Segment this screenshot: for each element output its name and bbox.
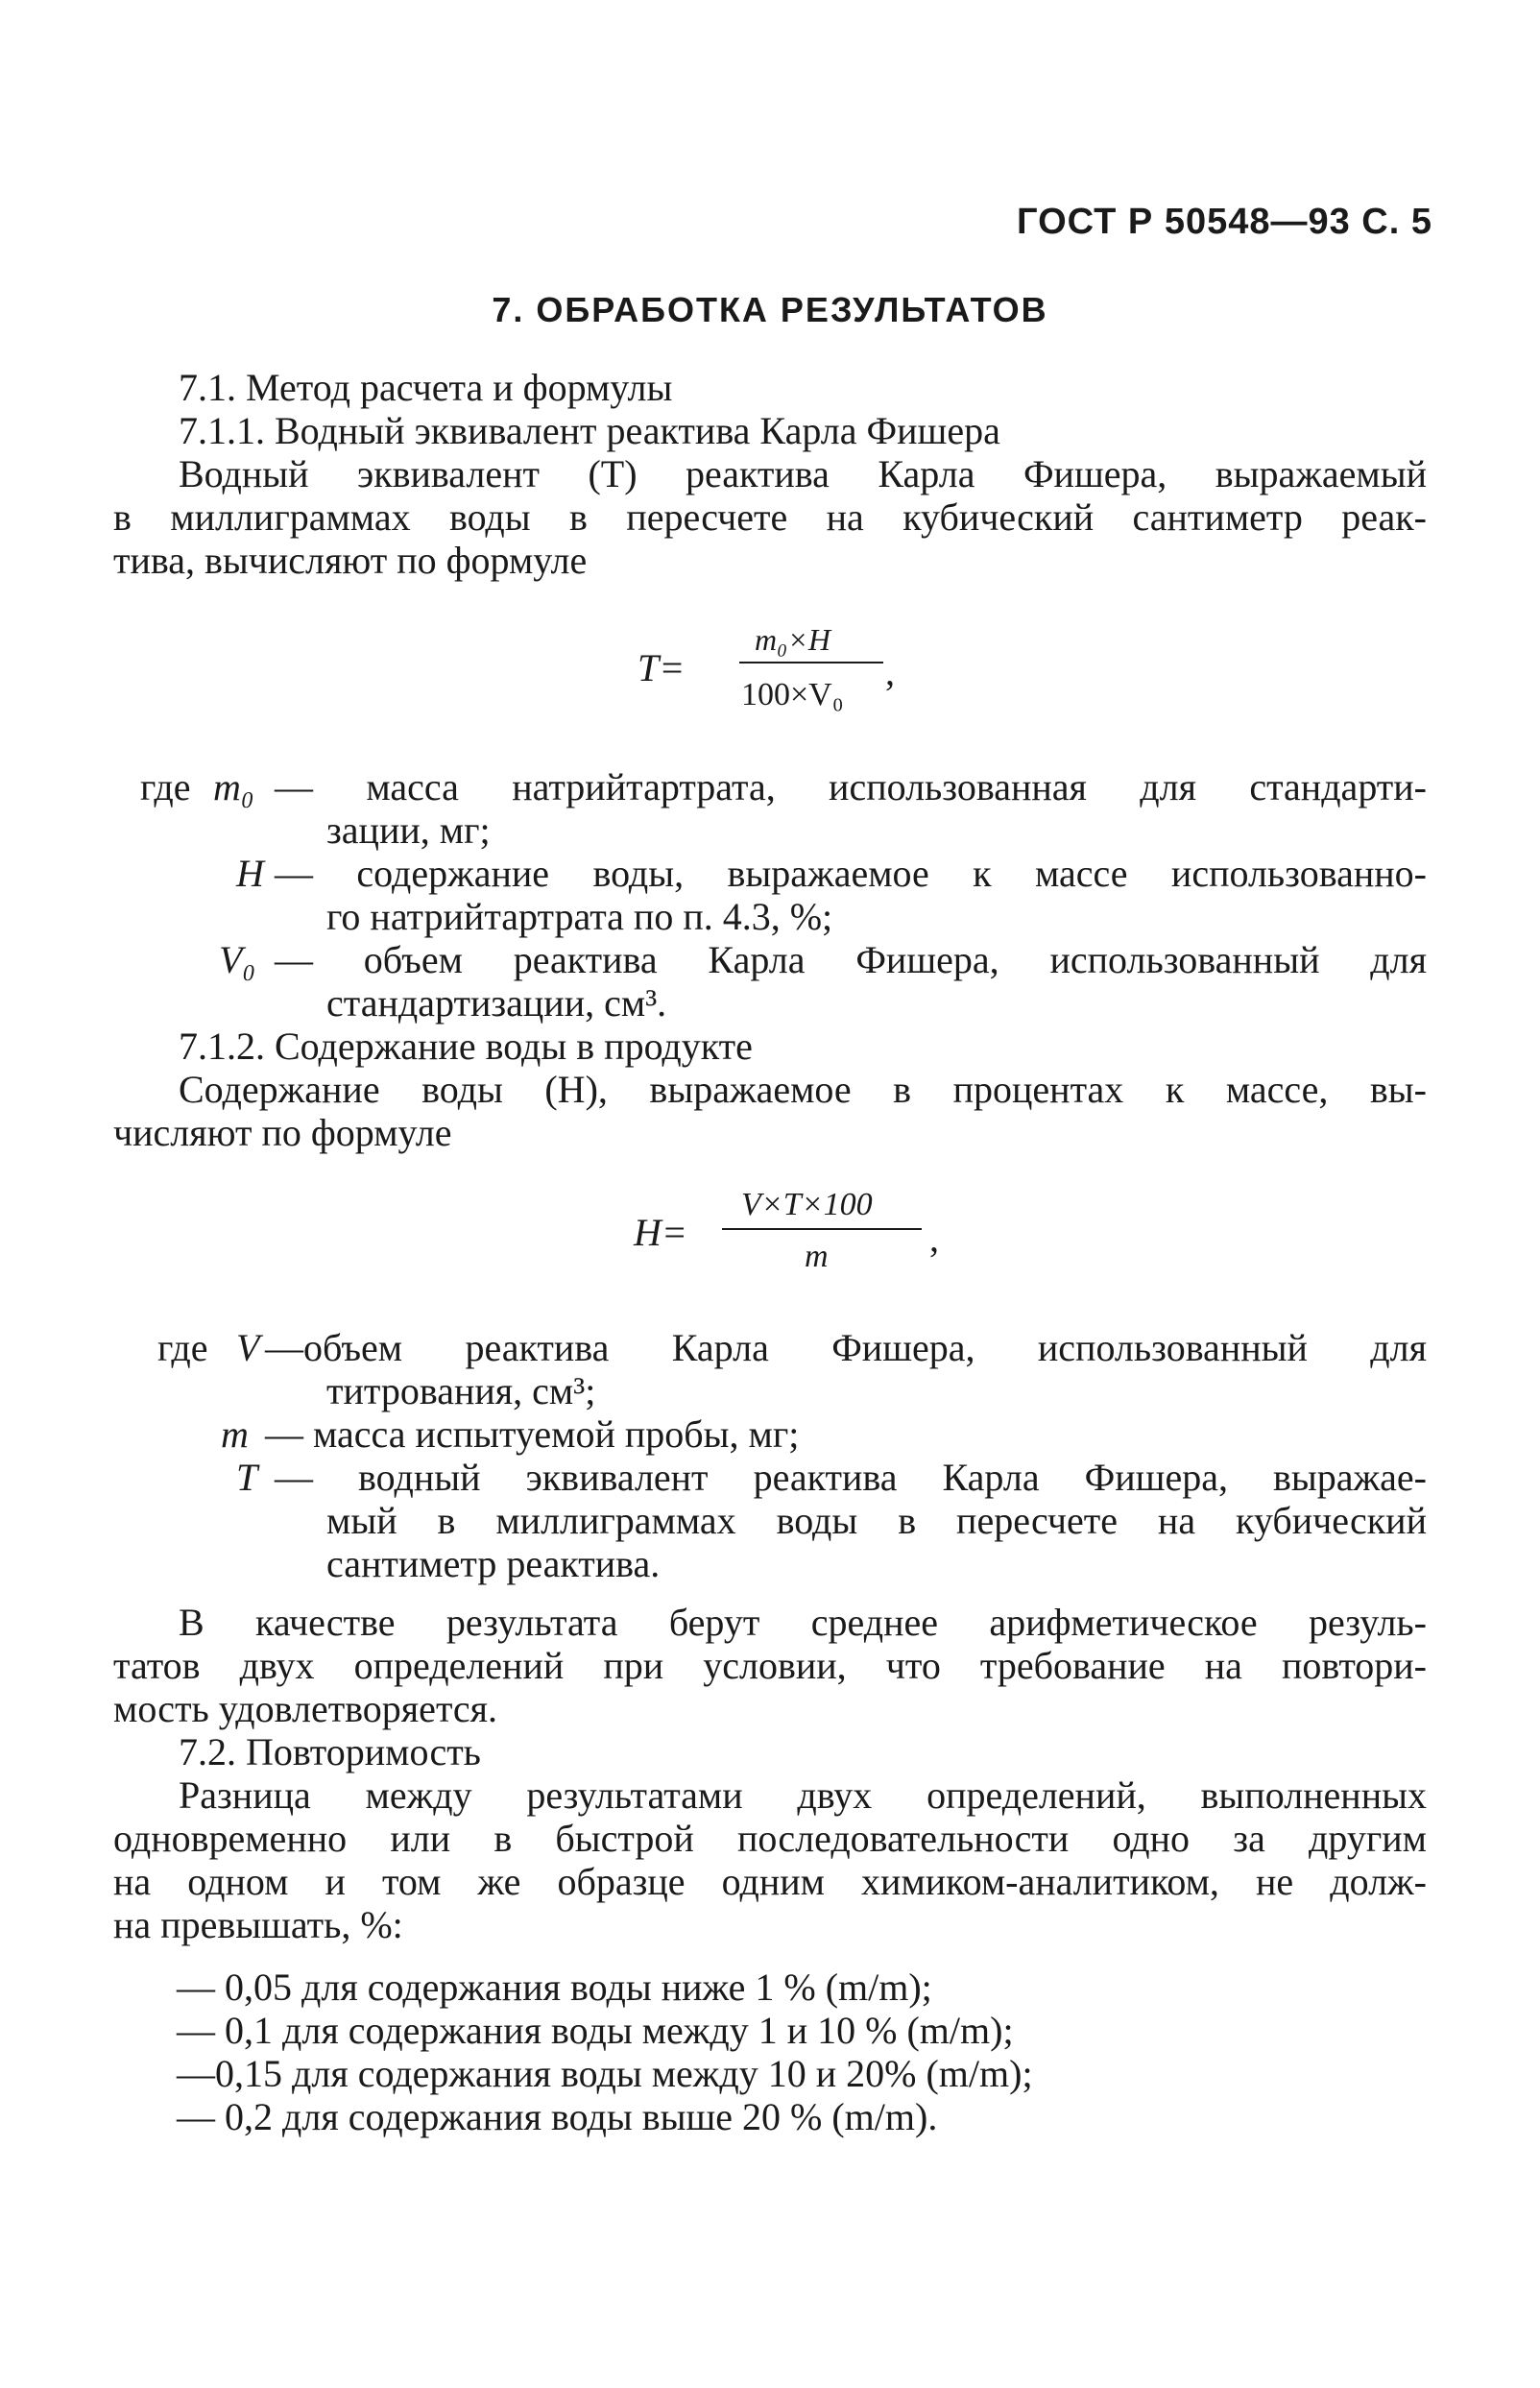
para-7-1-2-line-2: числяют по формуле [113, 1111, 452, 1154]
para-7-1-1-line-2: в миллиграммах воды в пересчете на кубический сантиметр реак- [113, 495, 1427, 539]
where-2-sym-V: V [236, 1326, 260, 1369]
where-1-def-m0-line-1: — масса натрийтартрата, использованная для стандарти- [275, 765, 1427, 808]
formula-2-numerator: V×T×100 [741, 1187, 873, 1222]
where-1-word: где [140, 765, 191, 808]
formula-1-denominator: 100×V₀ [741, 677, 844, 712]
limit-item: — 0,1 для содержания воды между 1 и 10 % (m/m); [177, 2009, 1014, 2052]
limit-item: — 0,05 для содержания воды ниже 1 % (m/m); [177, 1966, 932, 2009]
where-1-def-H-line-2: го натрийтартрата по п. 4.3, %; [326, 895, 833, 938]
page-header: ГОСТ Р 50548—93 С. 5 [1017, 202, 1432, 242]
formula-1-fraction-bar [739, 662, 883, 663]
para-7-1-1-line-3: тива, вычисляют по формуле [113, 539, 588, 582]
formula-2-lhs: H= [634, 1211, 687, 1254]
para-7-1-1-line-1: Водный эквивалент (T) реактива Карла Фишера, выражаемый [179, 452, 1427, 495]
heading-7-1-1: 7.1.1. Водный эквивалент реактива Карла Фишера [179, 409, 1000, 452]
para-7-2-line-3: на одном и том же образце одним химиком-аналитиком, не долж- [113, 1860, 1427, 1903]
limit-item: — 0,2 для содержания воды выше 20 % (m/m). [177, 2095, 938, 2138]
formula-2-comma: , [929, 1217, 939, 1260]
para-7-2-line-2: одновременно или в быстрой последовательности одно за другим [113, 1817, 1427, 1860]
where-2-word: где [157, 1326, 208, 1369]
para-7-1-2-line-1: Содержание воды (H), выражаемое в процентах к массе, вы- [179, 1068, 1427, 1111]
where-2-def-T-line-3: сантиметр реактива. [326, 1542, 661, 1585]
section-title: 7. ОБРАБОТКА РЕЗУЛЬТАТОВ [492, 290, 1048, 329]
result-para-line-1: В качестве результата берут среднее арифметическое резуль- [179, 1601, 1427, 1644]
where-2-def-V-line-2: титрования, см³; [326, 1369, 596, 1412]
where-2-def-T-line-1: — водный эквивалент реактива Карла Фишера, выражае- [275, 1456, 1427, 1499]
para-7-2-line-4: на превышать, %: [113, 1903, 403, 1946]
formula-1-comma: , [885, 650, 895, 693]
result-para-line-2: татов двух определений при условии, что требование на повтори- [113, 1644, 1427, 1687]
where-2-sym-m: m [221, 1412, 249, 1456]
para-7-2-line-1: Разница между результатами двух определений, выполненных [179, 1773, 1427, 1817]
limit-item: —0,15 для содержания воды между 10 и 20% (m/m); [177, 2052, 1033, 2095]
formula-1-lhs: T= [638, 646, 686, 689]
where-2-sym-T: T [236, 1456, 258, 1499]
formula-1-numerator: m₀×H [755, 622, 830, 657]
heading-7-1-2: 7.1.2. Содержание воды в продукте [179, 1025, 753, 1068]
formula-2-fraction-bar [722, 1228, 922, 1230]
where-1-def-H-line-1: — содержание воды, выражаемое к массе использованно- [275, 852, 1427, 895]
result-para-line-3: мость удовлетворяется. [113, 1687, 498, 1730]
where-1-sym-V0: V₀ [219, 938, 256, 981]
where-1-sym-H: H [236, 852, 264, 895]
heading-7-1: 7.1. Метод расчета и формулы [179, 366, 673, 409]
where-2-def-m-line-1: — масса испытуемой пробы, мг; [265, 1412, 800, 1456]
where-1-sym-m0: m₀ [213, 765, 254, 808]
formula-2-denominator: m [805, 1239, 829, 1274]
where-2-def-V-line-1: —объем реактива Карла Фишера, использованный для [265, 1326, 1427, 1369]
where-1-def-m0-line-2: зации, мг; [326, 808, 491, 852]
where-1-def-V0-line-1: — объем реактива Карла Фишера, использованный для [275, 938, 1427, 981]
where-1-def-V0-line-2: стандартизации, см³. [326, 981, 667, 1025]
heading-7-2: 7.2. Повторимость [179, 1730, 481, 1773]
where-2-def-T-line-2: мый в миллиграммах воды в пересчете на кубический [326, 1499, 1427, 1542]
